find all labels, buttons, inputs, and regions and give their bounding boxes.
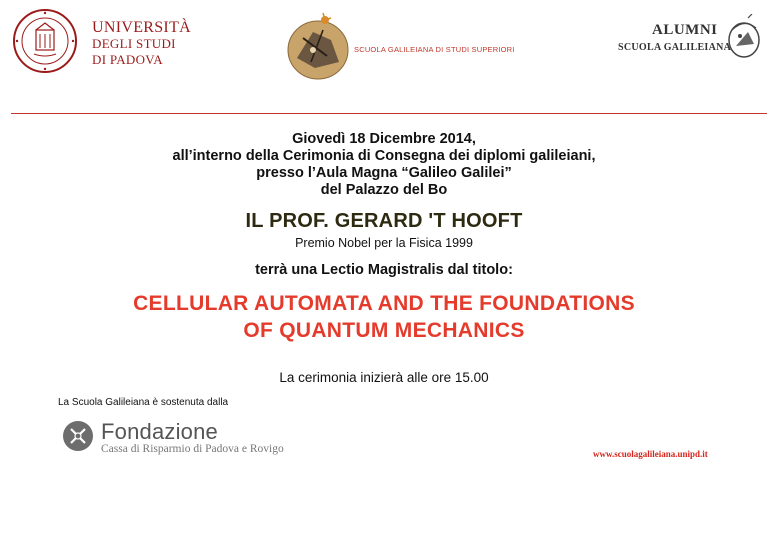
fondazione-emblem-icon bbox=[62, 420, 94, 452]
alumni-subtitle: SCUOLA GALILEIANA bbox=[618, 42, 732, 53]
alumni-emblem-icon bbox=[718, 14, 762, 60]
speaker-name: IL PROF. GERARD 'T HOOFT bbox=[245, 210, 523, 232]
sponsor-note: La Scuola Galileiana è sostenuta dalla bbox=[58, 397, 229, 408]
scuola-galileiana-name: SCUOLA GALILEIANA DI STUDI SUPERIORI bbox=[354, 45, 515, 54]
ceremony-start-time: La cerimonia inizierà alle ore 15.00 bbox=[279, 370, 489, 385]
scuola-galileiana-logo bbox=[283, 10, 353, 82]
university-name-line3: DI PADOVA bbox=[92, 52, 163, 67]
lectio-intro: terrà una Lectio Magistralis dal titolo: bbox=[255, 262, 513, 278]
event-building-line: del Palazzo del Bo bbox=[320, 182, 448, 198]
speaker-prize: Premio Nobel per la Fisica 1999 bbox=[295, 236, 473, 250]
university-name bbox=[92, 20, 191, 68]
header-divider bbox=[11, 113, 767, 114]
fondazione-subtitle: Cassa di Risparmio di Padova e Rovigo bbox=[101, 443, 284, 455]
website-link[interactable]: www.scuolagalileiana.unipd.it bbox=[593, 449, 708, 459]
lecture-title bbox=[0, 290, 768, 344]
event-context-line: all’interno della Cerimonia di Consegna dei diplomi galileiani, bbox=[172, 148, 596, 164]
university-name-line1: UNIVERSITÀ bbox=[92, 19, 191, 36]
alumni-title: ALUMNI bbox=[652, 22, 718, 38]
university-seal-logo bbox=[12, 8, 78, 74]
event-venue-line: presso l’Aula Magna “Galileo Galilei” bbox=[256, 165, 512, 181]
lecture-title-line1: CELLULAR AUTOMATA AND THE FOUNDATIONS bbox=[133, 292, 635, 315]
university-name-line2: DEGLI STUDI bbox=[92, 36, 176, 51]
fondazione-name: Fondazione bbox=[101, 419, 218, 444]
event-date-line: Giovedì 18 Dicembre 2014, bbox=[292, 131, 476, 147]
lecture-title-line2: OF QUANTUM MECHANICS bbox=[243, 319, 525, 342]
